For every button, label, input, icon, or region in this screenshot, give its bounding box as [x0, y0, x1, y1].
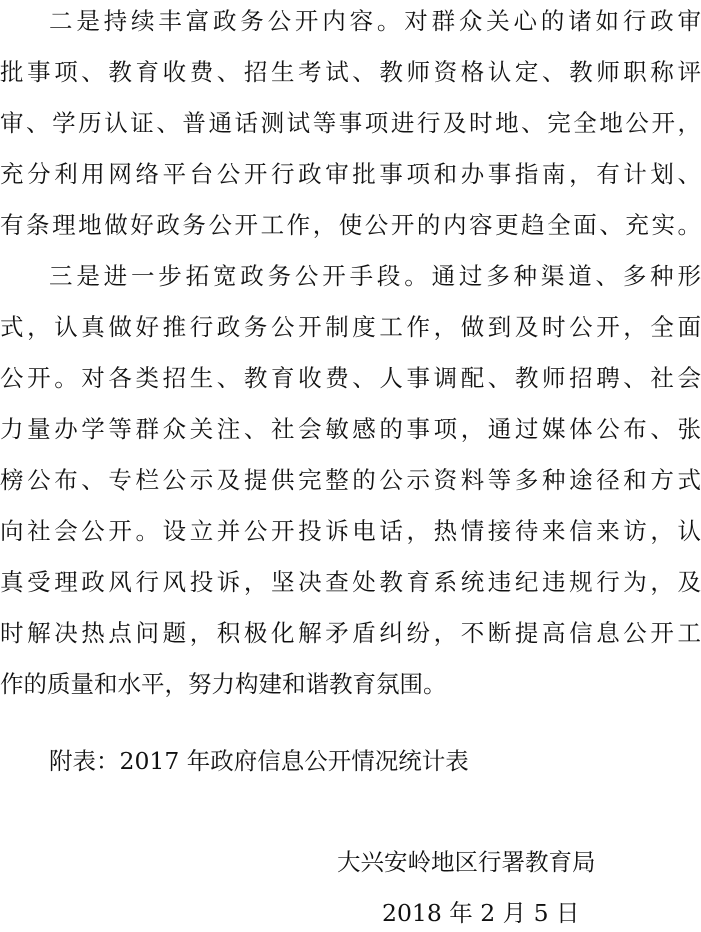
paragraph-3-line-3: 公开。对各类招生、教育收费、人事调配、教师招聘、社会	[0, 364, 701, 392]
signature-organization: 大兴安岭地区行署教育局	[337, 848, 596, 876]
paragraph-3-line-1: 三是进一步拓宽政务公开手段。通过多种渠道、多种形	[49, 262, 701, 290]
paragraph-3-line-7: 真受理政风行风投诉，坚决查处教育系统违纪违规行为，及	[0, 568, 701, 596]
paragraph-3-line-5: 榜公布、专栏公示及提供完整的公示资料等多种途径和方式	[0, 466, 701, 494]
signature-date: 2018 年 2 月 5 日	[382, 899, 580, 927]
attachment-note: 附表：2017 年政府信息公开情况统计表	[49, 747, 469, 775]
paragraph-2-line-5: 有条理地做好政务公开工作，使公开的内容更趋全面、充实。	[0, 211, 701, 239]
paragraph-3-line-8: 时解决热点问题，积极化解矛盾纠纷，不断提高信息公开工	[0, 619, 701, 647]
paragraph-2-line-2: 批事项、教育收费、招生考试、教师资格认定、教师职称评	[0, 58, 701, 86]
paragraph-2-line-4: 充分利用网络平台公开行政审批事项和办事指南，有计划、	[0, 160, 701, 188]
paragraph-3-line-6: 向社会公开。设立并公开投诉电话，热情接待来信来访，认	[0, 517, 701, 545]
paragraph-3-line-2: 式，认真做好推行政务公开制度工作，做到及时公开，全面	[0, 313, 701, 341]
paragraph-2-line-1: 二是持续丰富政务公开内容。对群众关心的诸如行政审	[49, 7, 701, 35]
paragraph-2-line-3: 审、学历认证、普通话测试等事项进行及时地、完全地公开，	[0, 109, 701, 137]
paragraph-3-line-4: 力量办学等群众关注、社会敏感的事项，通过媒体公布、张	[0, 415, 701, 443]
paragraph-3-line-9: 作的质量和水平，努力构建和谐教育氛围。	[0, 670, 447, 698]
